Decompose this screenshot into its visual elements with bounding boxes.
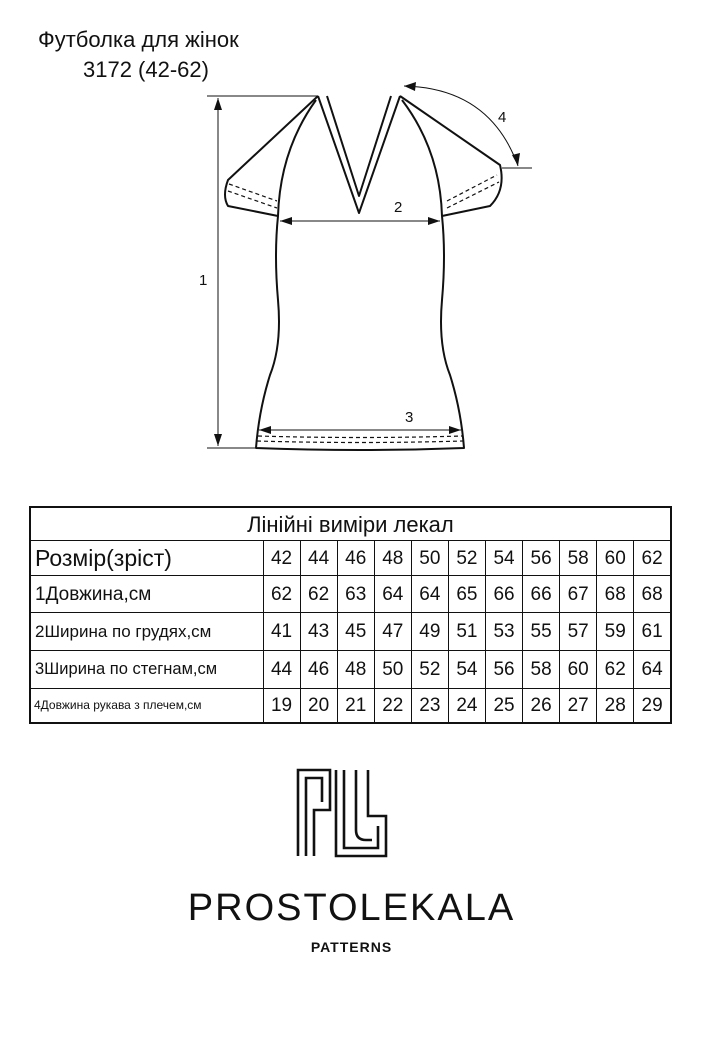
measure-label-3: 3 (405, 409, 414, 426)
size-value: 50 (411, 541, 448, 576)
row-label: Розмір(зріст) (30, 541, 263, 576)
measurement-value: 23 (411, 689, 448, 724)
row-label: 2Ширина по грудях,см (30, 613, 263, 651)
arrow-hip-left (259, 426, 271, 434)
measurement-value: 21 (337, 689, 374, 724)
size-value: 54 (485, 541, 522, 576)
measurement-value: 45 (337, 613, 374, 651)
measurement-value: 41 (263, 613, 300, 651)
model-number: 3172 (42-62) (83, 57, 209, 82)
measurement-value: 49 (411, 613, 448, 651)
size-value: 46 (337, 541, 374, 576)
size-header-row (30, 541, 671, 576)
measurement-value: 24 (448, 689, 485, 724)
arrow-sleeve-top (404, 82, 416, 91)
arrow-length-top (214, 98, 222, 110)
table-row (30, 576, 671, 613)
measurement-value: 19 (263, 689, 300, 724)
measurement-value: 44 (263, 651, 300, 689)
measurement-value: 68 (597, 576, 634, 613)
measurement-value: 65 (448, 576, 485, 613)
measurement-value: 55 (523, 613, 560, 651)
size-value: 48 (374, 541, 411, 576)
row-label: 3Ширина по стегнам,см (30, 651, 263, 689)
size-chart-table (29, 506, 672, 724)
measurement-value: 20 (300, 689, 337, 724)
measurement-value: 52 (411, 651, 448, 689)
sleeve-hem-stitch-left (229, 184, 277, 201)
measurement-value: 59 (597, 613, 634, 651)
sleeve-hem-stitch-right (447, 175, 497, 201)
measure-label-4: 4 (498, 109, 507, 126)
measurement-value: 62 (263, 576, 300, 613)
hem-stitch (258, 436, 462, 438)
brand-tagline: PATTERNS (310, 939, 393, 955)
arrow-chest-left (280, 217, 292, 225)
table-row (30, 613, 671, 651)
brand-name: PROSTOLEKALA (187, 887, 516, 929)
measurement-value: 47 (374, 613, 411, 651)
measurement-value: 54 (448, 651, 485, 689)
measurement-value: 53 (485, 613, 522, 651)
size-value: 44 (300, 541, 337, 576)
brand-logo-icon (296, 768, 388, 858)
neckline-inner (327, 96, 391, 196)
measure-sleeve (404, 86, 518, 166)
measurement-value: 28 (597, 689, 634, 724)
measurement-value: 60 (560, 651, 597, 689)
size-value: 56 (523, 541, 560, 576)
hem-stitch-2 (257, 441, 463, 443)
measure-label-2: 2 (394, 199, 403, 216)
size-value: 62 (634, 541, 671, 576)
raglan-seam-left (278, 100, 316, 216)
measurement-value: 64 (374, 576, 411, 613)
measurement-value: 64 (411, 576, 448, 613)
table-row (30, 651, 671, 689)
sleeve-hem-stitch-left-2 (228, 191, 277, 208)
measurement-value: 26 (523, 689, 560, 724)
measurement-value: 66 (485, 576, 522, 613)
tshirt-outline (225, 96, 502, 450)
size-value: 58 (560, 541, 597, 576)
measurement-value: 57 (560, 613, 597, 651)
raglan-seam-right (402, 100, 442, 216)
measurement-value: 58 (523, 651, 560, 689)
measurement-value: 67 (560, 576, 597, 613)
size-value: 60 (597, 541, 634, 576)
measurement-value: 51 (448, 613, 485, 651)
arrow-sleeve-bottom (512, 153, 520, 166)
measurement-value: 61 (634, 613, 671, 651)
measurement-value: 22 (374, 689, 411, 724)
row-label: 1Довжина,см (30, 576, 263, 613)
measurement-value: 64 (634, 651, 671, 689)
table-row (30, 689, 671, 724)
measurement-value: 46 (300, 651, 337, 689)
measurement-value: 63 (337, 576, 374, 613)
measurement-value: 68 (634, 576, 671, 613)
measure-label-1: 1 (199, 272, 208, 289)
arrow-length-bottom (214, 434, 222, 446)
size-value: 42 (263, 541, 300, 576)
row-label: 4Довжина рукава з плечем,см (30, 689, 263, 724)
measurement-value: 43 (300, 613, 337, 651)
measurement-value: 48 (337, 651, 374, 689)
measurement-value: 66 (523, 576, 560, 613)
measurement-value: 62 (300, 576, 337, 613)
size-value: 52 (448, 541, 485, 576)
table-caption: Лінійні виміри лекал (30, 507, 671, 541)
measurement-value: 62 (597, 651, 634, 689)
measurement-value: 56 (485, 651, 522, 689)
measurement-value: 27 (560, 689, 597, 724)
measurement-value: 50 (374, 651, 411, 689)
measurement-value: 29 (634, 689, 671, 724)
tshirt-diagram (0, 0, 703, 480)
arrow-chest-right (428, 217, 440, 225)
arrow-hip-right (449, 426, 461, 434)
measurement-value: 25 (485, 689, 522, 724)
page-title: Футболка для жінок (38, 27, 239, 52)
